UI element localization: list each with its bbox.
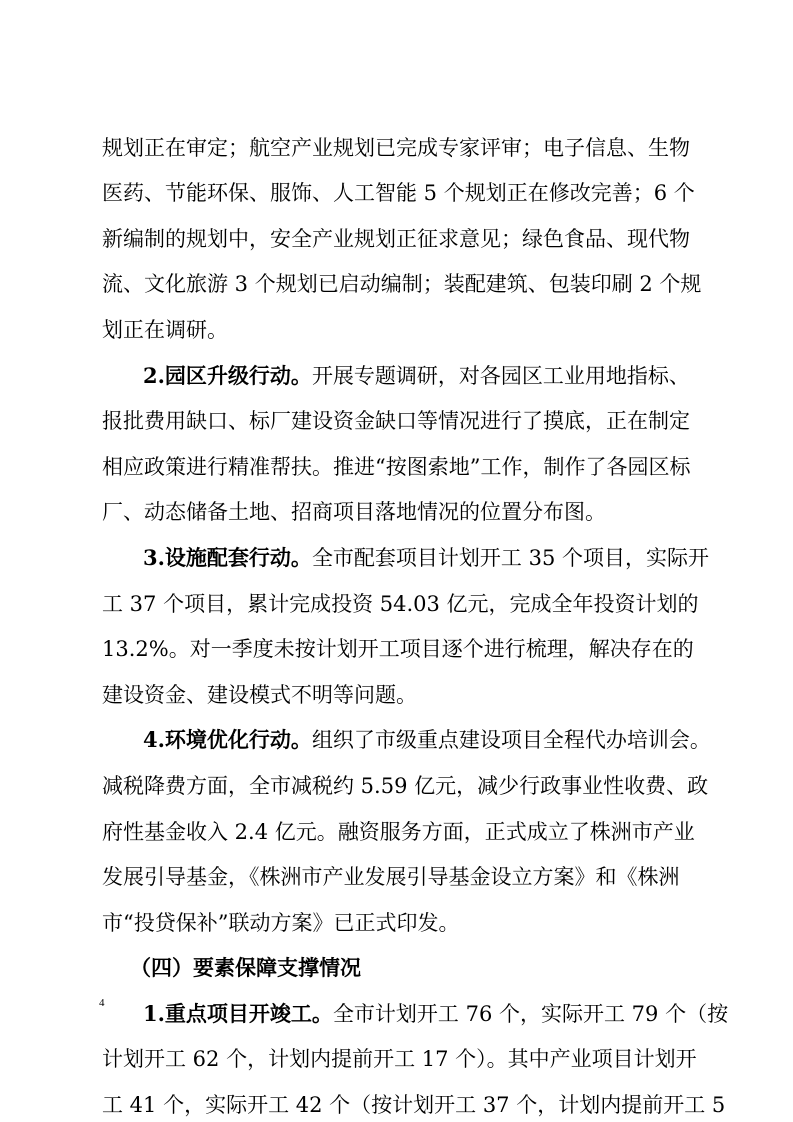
paragraph-line [0,452,793,482]
text-line: 厂、动态储备土地、招商项目落地情况的位置分布图。 [102,500,606,524]
paragraph-line [0,1090,793,1120]
text-line: 工 37 个项目，累计完成投资 54.03 亿元，完成全年投资计划的 [102,592,699,616]
section-heading: 3.设施配套行动。 [143,545,312,570]
section-heading: 4.环境优化行动。 [143,727,312,752]
page-number: 4 [99,997,105,1009]
text-line: 13.2%。对一季度未按计划开工项目逐个进行梳理，解决存在的 [102,637,694,661]
text-line: 新编制的规划中，安全产业规划正征求意见；绿色食品、现代物 [102,227,690,251]
text-line: 全市配套项目计划开工 35 个项目，实际开 [311,546,710,570]
text-line: 市“投贷保补”联动方案》已正式印发。 [102,911,460,935]
paragraph-line [0,589,793,619]
subsection-heading: （四）要素保障支撑情况 [130,955,361,980]
paragraph-line [0,406,793,436]
paragraph-line [0,497,793,527]
paragraph-line [0,725,793,755]
text-line: 相应政策进行精准帮扶。推进“按图索地”工作，制作了各园区标 [102,455,691,479]
text-line: 医药、节能环保、服饰、人工智能 5 个规划正在修改完善；6 个 [102,181,695,205]
paragraph-line [0,361,793,391]
text-line: 组织了市级重点建设项目全程代办培训会。 [311,728,711,752]
text-line: 划正在调研。 [102,318,228,342]
text-line: 府性基金收入 2.4 亿元。融资服务方面，正式成立了株洲市产业 [102,820,695,844]
paragraph-line [0,817,793,847]
paragraph-line [0,178,793,208]
text-line: 发展引导基金，《株洲市产业发展引导基金设立方案》和《株洲 [102,865,680,889]
section-heading: 2.园区升级行动。 [143,363,312,388]
paragraph-line [0,999,793,1029]
paragraph-line [0,680,793,710]
paragraph-line [0,862,793,892]
text-line: 开展专题调研，对各园区工业用地指标、 [311,364,690,388]
text-line: 规划正在审定；航空产业规划已完成专家评审；电子信息、生物 [102,136,690,160]
paragraph-line [0,224,793,254]
paragraph-line [0,315,793,345]
paragraph-line [0,908,793,938]
text-line: 减税降费方面，全市减税约 5.59 亿元，减少行政事业性收费、政 [102,774,709,798]
text-line: 建设资金、建设模式不明等问题。 [102,683,417,707]
text-line: 全市计划开工 76 个，实际开工 79 个（按 [332,1002,729,1026]
paragraph-line [0,771,793,801]
paragraph-line [0,269,793,299]
text-line: 流、文化旅游 3 个规划已启动编制；装配建筑、包装印刷 2 个规 [102,272,702,296]
subsection-line [0,953,793,983]
text-line: 计划开工 62 个，计划内提前开工 17 个）。其中产业项目计划开 [102,1047,697,1071]
section-heading: 1.重点项目开竣工。 [143,1001,333,1026]
paragraph-line [0,133,793,163]
paragraph-line [0,543,793,573]
paragraph-line [0,1044,793,1074]
paragraph-line [0,634,793,664]
text-line: 工 41 个，实际开工 42 个（按计划开工 37 个，计划内提前开工 5 [102,1093,726,1117]
text-line: 报批费用缺口、标厂建设资金缺口等情况进行了摸底，正在制定 [102,409,690,433]
